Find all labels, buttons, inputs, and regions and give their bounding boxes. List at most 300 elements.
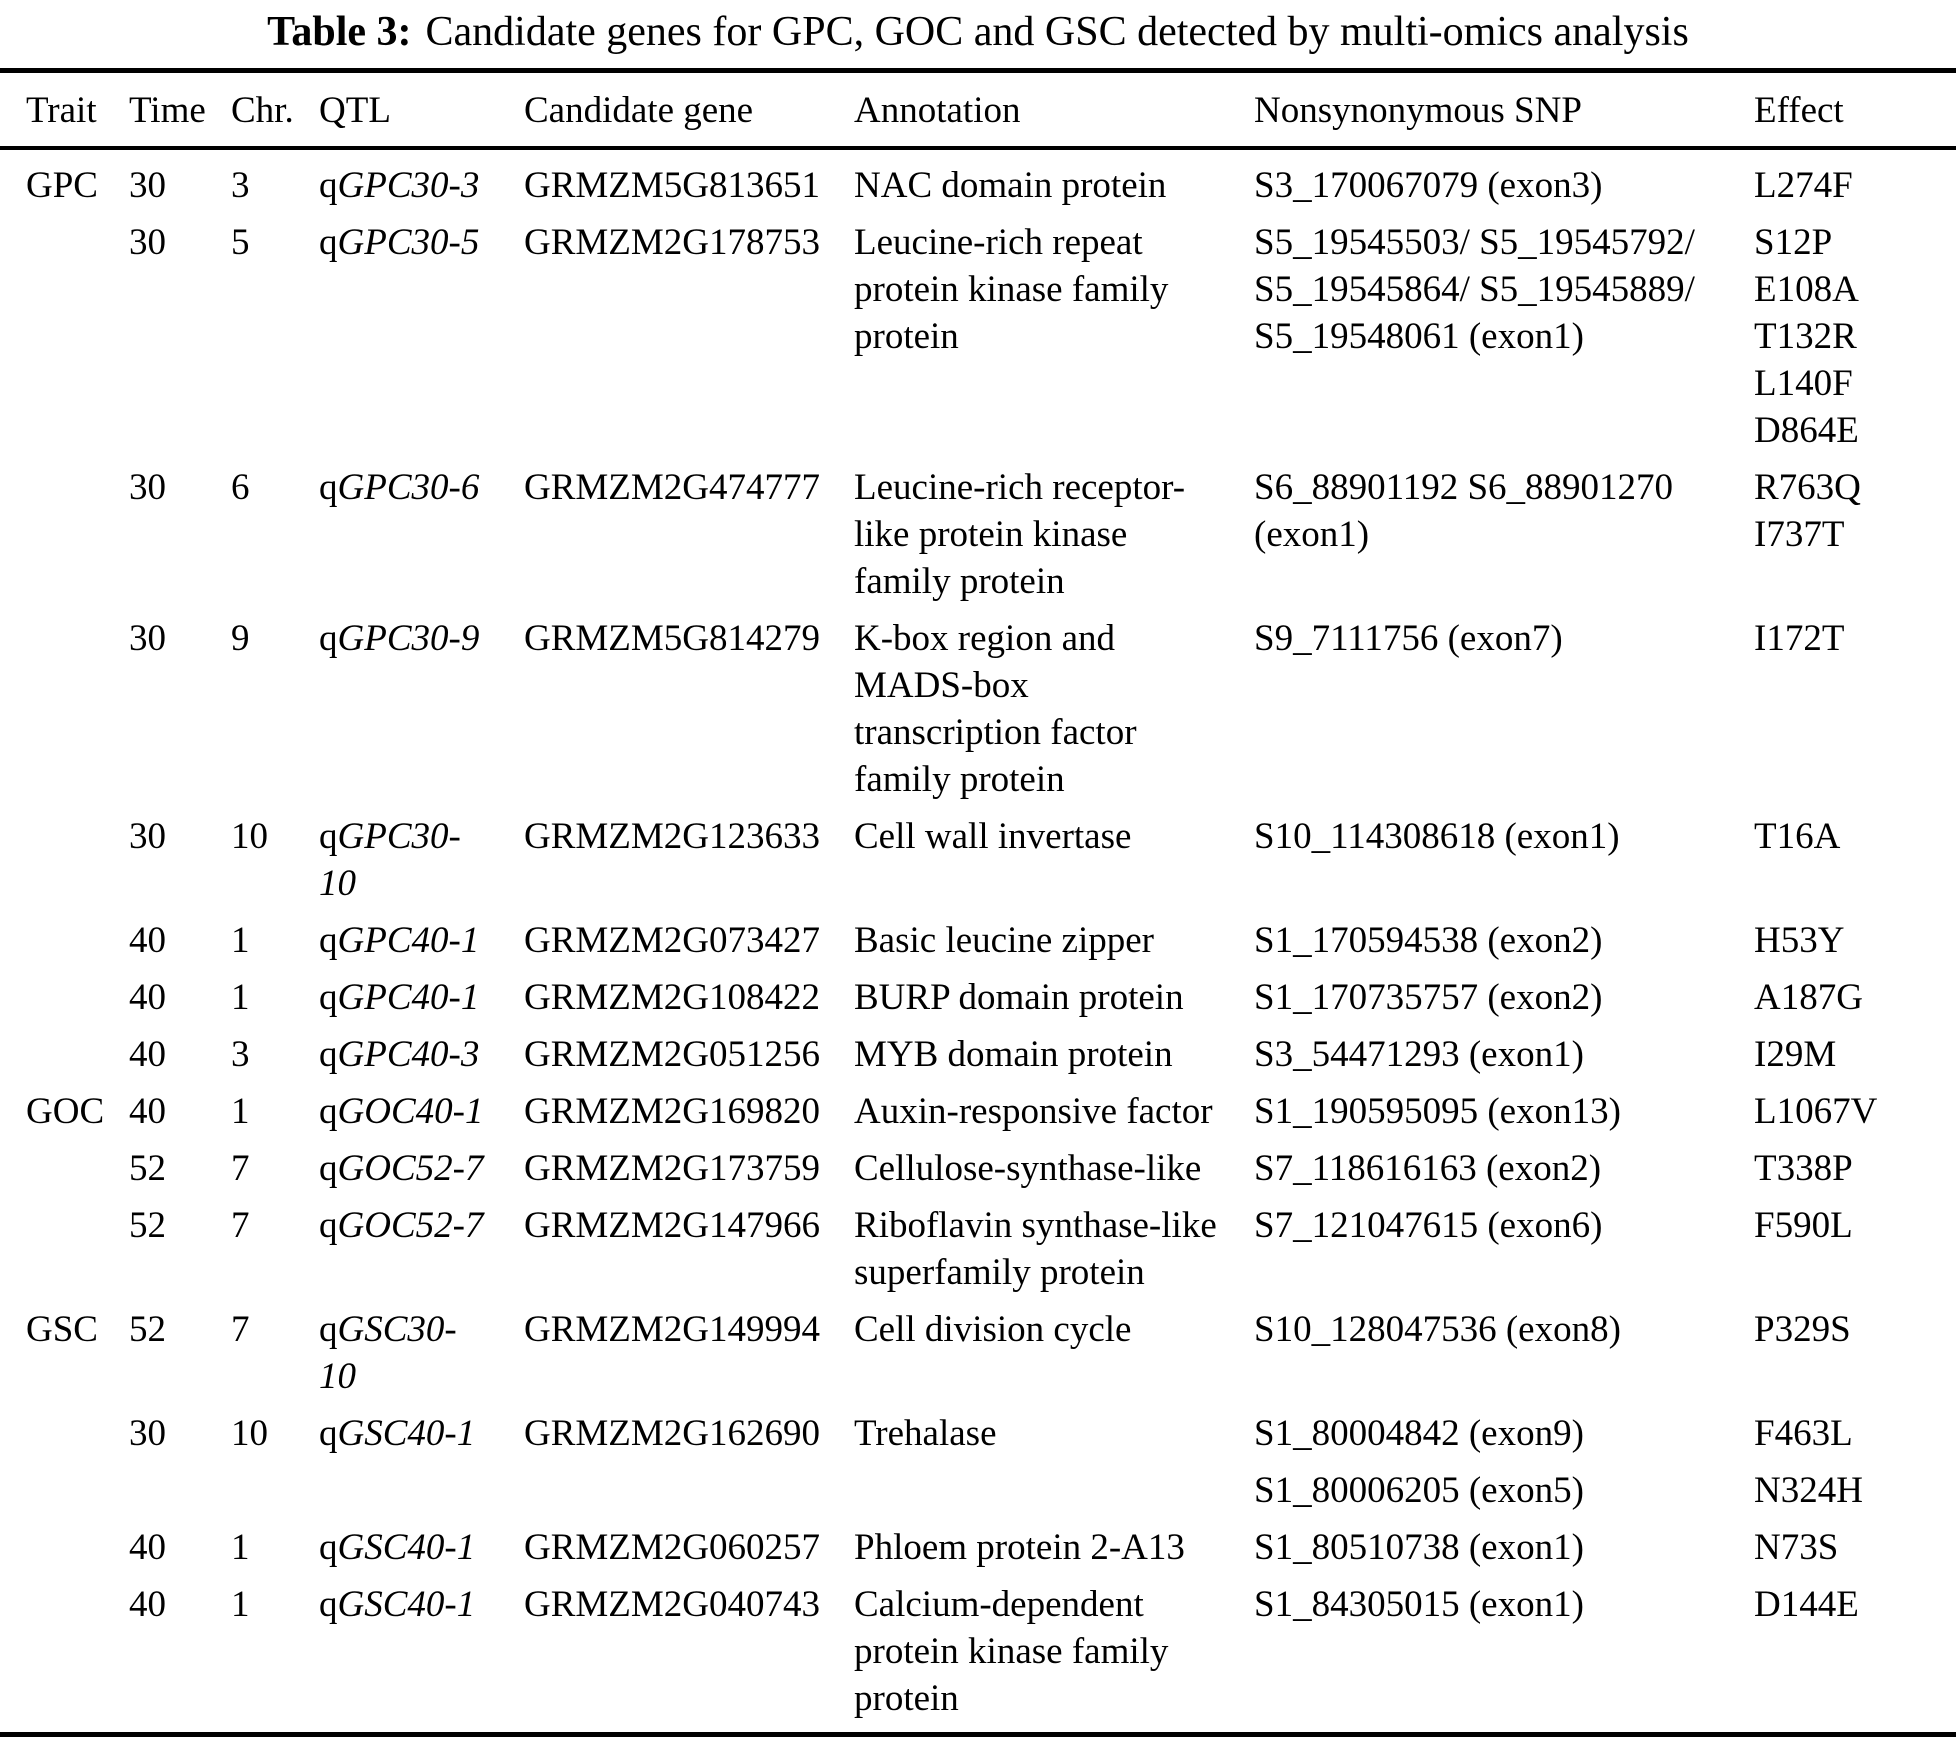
- gene-value: GRMZM5G813651: [524, 165, 821, 206]
- qtl-line: [319, 1581, 524, 1628]
- table-row: [0, 974, 1956, 1021]
- cell-time: [129, 219, 231, 266]
- cell-gene: [524, 1410, 854, 1457]
- qtl-prefix: q: [319, 1584, 338, 1625]
- qtl-name: 10: [319, 1356, 356, 1397]
- gene-value: GRMZM2G147966: [524, 1205, 821, 1246]
- cell-effect: [1754, 1306, 1956, 1353]
- cell-annotation: [854, 1306, 1254, 1353]
- cell-qtl: [319, 813, 524, 907]
- chr-value: 3: [231, 1034, 250, 1075]
- cell-gene: [524, 974, 854, 1021]
- qtl-name: GOC52-7: [337, 1148, 484, 1189]
- effect-line: D144E: [1754, 1584, 1859, 1625]
- gene-value: GRMZM2G040743: [524, 1584, 821, 1625]
- cell-gene: [524, 464, 854, 511]
- chr-value: 6: [231, 467, 250, 508]
- effect-line: H53Y: [1754, 920, 1845, 961]
- column-header-label: Nonsynonymous SNP: [1254, 90, 1582, 131]
- annotation-line: Cell wall invertase: [854, 816, 1132, 857]
- cell-gene: [524, 1306, 854, 1353]
- cell-snp: [1254, 464, 1754, 558]
- annotation-line: NAC domain protein: [854, 165, 1167, 206]
- cell-time: [129, 1581, 231, 1628]
- cell-snp: [1254, 1581, 1754, 1628]
- effect-line: P329S: [1754, 1309, 1851, 1350]
- annotation-line: protein kinase family: [854, 269, 1169, 310]
- table-row: [0, 162, 1956, 209]
- cell-trait: [26, 1581, 129, 1628]
- qtl-name: GPC30-: [337, 816, 461, 857]
- annotation-line: Phloem protein 2-A13: [854, 1527, 1185, 1568]
- effect-line: F590L: [1754, 1205, 1853, 1246]
- cell-annotation: [854, 813, 1254, 860]
- snp-line: S1_80006205 (exon5): [1254, 1470, 1584, 1511]
- cell-annotation: [854, 162, 1254, 209]
- cell-effect: [1754, 1031, 1956, 1078]
- snp-line: S10_128047536 (exon8): [1254, 1309, 1621, 1350]
- cell-gene: [524, 615, 854, 662]
- gene-value: GRMZM2G073427: [524, 920, 821, 961]
- column-header-label: Effect: [1754, 90, 1844, 131]
- table-row: [0, 464, 1956, 605]
- trait-value: [26, 1410, 129, 1457]
- snp-line: S1_170735757 (exon2): [1254, 977, 1603, 1018]
- cell-gene: [524, 1031, 854, 1078]
- cell-effect: [1754, 464, 1956, 558]
- chr-value: 5: [231, 222, 250, 263]
- annotation-line: BURP domain protein: [854, 977, 1184, 1018]
- gene-value: GRMZM2G123633: [524, 816, 821, 857]
- snp-line: S1_80004842 (exon9): [1254, 1413, 1584, 1454]
- trait-value: GPC: [26, 165, 98, 206]
- trait-value: [26, 1467, 129, 1514]
- cell-snp: [1254, 1088, 1754, 1135]
- column-header-label: Trait: [26, 90, 97, 131]
- cell-annotation: [854, 1145, 1254, 1192]
- column-header-effect: [1754, 87, 1956, 134]
- cell-annotation: [854, 464, 1254, 605]
- annotation-line: Basic leucine zipper: [854, 920, 1154, 961]
- cell-qtl: [319, 464, 524, 511]
- table-body: [0, 150, 1956, 1722]
- qtl-prefix: q: [319, 816, 338, 857]
- cell-effect: [1754, 974, 1956, 1021]
- qtl-line: [319, 1410, 524, 1457]
- effect-line: I29M: [1754, 1034, 1837, 1075]
- column-header-label: Candidate gene: [524, 90, 754, 131]
- effect-line: F463L: [1754, 1413, 1853, 1454]
- qtl-line: [319, 162, 524, 209]
- qtl-line: [319, 1145, 524, 1192]
- column-header-chr: [231, 87, 319, 134]
- trait-value: [26, 219, 129, 266]
- time-value: [129, 1467, 231, 1514]
- trait-value: [26, 1202, 129, 1249]
- snp-line: S1_190595095 (exon13): [1254, 1091, 1621, 1132]
- cell-chr: [231, 162, 319, 209]
- cell-annotation: [854, 917, 1254, 964]
- snp-line: S5_19545503/ S5_19545792/: [1254, 222, 1695, 263]
- chr-value: 10: [231, 1413, 268, 1454]
- cell-snp: [1254, 1145, 1754, 1192]
- time-value: 52: [129, 1205, 166, 1246]
- table-row: [0, 615, 1956, 803]
- qtl-line: [319, 813, 524, 860]
- table-row: [0, 219, 1956, 454]
- cell-trait: [26, 615, 129, 662]
- cell-effect: [1754, 162, 1956, 209]
- cell-chr: [231, 219, 319, 266]
- time-value: 40: [129, 1584, 166, 1625]
- cell-chr: [231, 1581, 319, 1628]
- snp-line: S3_170067079 (exon3): [1254, 165, 1603, 206]
- cell-gene: [524, 1581, 854, 1628]
- table-row: [0, 1524, 1956, 1571]
- gene-value: GRMZM2G474777: [524, 467, 821, 508]
- annotation-line: like protein kinase: [854, 514, 1128, 555]
- cell-qtl: [319, 1088, 524, 1135]
- trait-value: [26, 615, 129, 662]
- table-title: [0, 0, 1956, 60]
- effect-line: D864E: [1754, 410, 1859, 451]
- snp-line: S7_118616163 (exon2): [1254, 1148, 1602, 1189]
- chr-value: 3: [231, 165, 250, 206]
- annotation-line: MADS-box: [854, 665, 1029, 706]
- cell-qtl: [319, 917, 524, 964]
- effect-line: E108A: [1754, 269, 1859, 310]
- chr-value: 1: [231, 977, 250, 1018]
- annotation-line: protein kinase family: [854, 1631, 1169, 1672]
- qtl-prefix: q: [319, 1091, 338, 1132]
- chr-value: 9: [231, 618, 250, 659]
- effect-line: I737T: [1754, 514, 1845, 555]
- qtl-name: GPC30-9: [337, 618, 480, 659]
- time-value: 40: [129, 977, 166, 1018]
- cell-time: [129, 1410, 231, 1457]
- column-header-gene: [524, 87, 854, 134]
- cell-qtl: [319, 219, 524, 266]
- cell-trait: [26, 1410, 129, 1457]
- trait-value: GOC: [26, 1091, 105, 1132]
- time-value: 40: [129, 1091, 166, 1132]
- cell-gene: [524, 813, 854, 860]
- table-header-row: [0, 73, 1956, 146]
- qtl-line: [319, 1088, 524, 1135]
- qtl-line: [319, 1524, 524, 1571]
- cell-trait: [26, 1031, 129, 1078]
- cell-gene: [524, 1145, 854, 1192]
- cell-chr: [231, 1524, 319, 1571]
- cell-chr: [231, 1306, 319, 1353]
- qtl-name: GPC30-5: [337, 222, 480, 263]
- cell-trait: [26, 1306, 129, 1353]
- qtl-prefix: q: [319, 1309, 338, 1350]
- cell-annotation: [854, 219, 1254, 360]
- effect-line: L140F: [1754, 363, 1853, 404]
- cell-trait: [26, 1145, 129, 1192]
- chr-value: 1: [231, 1527, 250, 1568]
- cell-snp: [1254, 219, 1754, 360]
- gene-value: GRMZM2G169820: [524, 1091, 821, 1132]
- cell-effect: [1754, 813, 1956, 860]
- snp-line: S1_170594538 (exon2): [1254, 920, 1603, 961]
- qtl-name: GSC40-1: [337, 1413, 476, 1454]
- qtl-line: [319, 860, 524, 907]
- time-value: 30: [129, 1413, 166, 1454]
- annotation-line: Auxin-responsive factor: [854, 1091, 1213, 1132]
- cell-effect: [1754, 615, 1956, 662]
- trait-value: [26, 917, 129, 964]
- cell-chr: [231, 615, 319, 662]
- annotation-line: Trehalase: [854, 1413, 997, 1454]
- snp-line: S9_7111756 (exon7): [1254, 618, 1563, 659]
- cell-qtl: [319, 1145, 524, 1192]
- chr-value: 7: [231, 1148, 250, 1189]
- qtl-line: [319, 615, 524, 662]
- cell-qtl: [319, 1031, 524, 1078]
- cell-annotation: [854, 1581, 1254, 1722]
- column-header-annotation: [854, 87, 1254, 134]
- qtl-prefix: q: [319, 467, 338, 508]
- cell-gene: [524, 1467, 854, 1514]
- table-title-label: Table 3:: [267, 9, 412, 55]
- cell-snp: [1254, 615, 1754, 662]
- cell-chr: [231, 1410, 319, 1457]
- cell-effect: [1754, 1202, 1956, 1249]
- qtl-name: 10: [319, 863, 356, 904]
- cell-effect: [1754, 1524, 1956, 1571]
- cell-time: [129, 974, 231, 1021]
- gene-value: GRMZM5G814279: [524, 618, 821, 659]
- time-value: 52: [129, 1148, 166, 1189]
- qtl-name: GPC40-3: [337, 1034, 480, 1075]
- cell-annotation: [854, 1088, 1254, 1135]
- cell-trait: [26, 1524, 129, 1571]
- cell-chr: [231, 1031, 319, 1078]
- snp-line: S1_84305015 (exon1): [1254, 1584, 1584, 1625]
- annotation-line: protein: [854, 1678, 959, 1719]
- cell-qtl: [319, 162, 524, 209]
- cell-time: [129, 464, 231, 511]
- effect-line: N73S: [1754, 1527, 1839, 1568]
- column-header-label: Annotation: [854, 90, 1021, 131]
- table-row: [0, 1031, 1956, 1078]
- qtl-name: GSC40-1: [337, 1527, 476, 1568]
- qtl-prefix: q: [319, 1148, 338, 1189]
- time-value: 30: [129, 467, 166, 508]
- chr-value: [231, 1467, 319, 1514]
- qtl-name: GPC40-1: [337, 977, 480, 1018]
- annotation-line: family protein: [854, 759, 1065, 800]
- cell-time: [129, 917, 231, 964]
- cell-time: [129, 1202, 231, 1249]
- effect-line: I172T: [1754, 618, 1845, 659]
- cell-effect: [1754, 1145, 1956, 1192]
- column-header-label: QTL: [319, 90, 391, 131]
- qtl-name: GOC52-7: [337, 1205, 484, 1246]
- cell-time: [129, 1088, 231, 1135]
- chr-value: 1: [231, 1584, 250, 1625]
- cell-trait: [26, 813, 129, 860]
- qtl-prefix: q: [319, 165, 338, 206]
- time-value: 52: [129, 1309, 166, 1350]
- qtl-line: [319, 917, 524, 964]
- cell-trait: [26, 1467, 129, 1514]
- time-value: 30: [129, 222, 166, 263]
- effect-line: N324H: [1754, 1470, 1863, 1511]
- cell-qtl: [319, 1581, 524, 1628]
- effect-line: S12P: [1754, 222, 1833, 263]
- chr-value: 1: [231, 920, 250, 961]
- cell-chr: [231, 974, 319, 1021]
- table-row: [0, 1088, 1956, 1135]
- cell-trait: [26, 1202, 129, 1249]
- column-header-time: [129, 87, 231, 134]
- table-row: [0, 917, 1956, 964]
- qtl-prefix: q: [319, 1413, 338, 1454]
- qtl-name: GPC30-3: [337, 165, 480, 206]
- annotation-line: K-box region and: [854, 618, 1115, 659]
- cell-snp: [1254, 1467, 1754, 1514]
- cell-effect: [1754, 1088, 1956, 1135]
- qtl-name: GSC40-1: [337, 1584, 476, 1625]
- cell-gene: [524, 219, 854, 266]
- trait-value: [26, 1581, 129, 1628]
- cell-snp: [1254, 1306, 1754, 1353]
- chr-value: 7: [231, 1205, 250, 1246]
- qtl-line: [319, 1202, 524, 1249]
- cell-gene: [524, 1524, 854, 1571]
- cell-snp: [1254, 1524, 1754, 1571]
- chr-value: 10: [231, 816, 268, 857]
- snp-line: S10_114308618 (exon1): [1254, 816, 1620, 857]
- cell-trait: [26, 219, 129, 266]
- cell-gene: [524, 1088, 854, 1135]
- cell-snp: [1254, 813, 1754, 860]
- cell-trait: [26, 1088, 129, 1135]
- cell-qtl: [319, 974, 524, 1021]
- annotation-line: Leucine-rich receptor-: [854, 467, 1186, 508]
- qtl-line: [319, 1353, 524, 1400]
- cell-chr: [231, 1467, 319, 1514]
- cell-gene: [524, 1202, 854, 1249]
- cell-time: [129, 1524, 231, 1571]
- trait-value: [26, 1524, 129, 1571]
- cell-trait: [26, 162, 129, 209]
- cell-effect: [1754, 1410, 1956, 1457]
- qtl-prefix: q: [319, 1527, 338, 1568]
- effect-line: L274F: [1754, 165, 1853, 206]
- cell-effect: [1754, 219, 1956, 454]
- snp-line: S6_88901192 S6_88901270: [1254, 467, 1674, 508]
- annotation-line: Cell division cycle: [854, 1309, 1132, 1350]
- time-value: 40: [129, 1034, 166, 1075]
- qtl-name: GOC40-1: [337, 1091, 484, 1132]
- qtl-prefix: q: [319, 920, 338, 961]
- cell-time: [129, 1306, 231, 1353]
- gene-value: GRMZM2G173759: [524, 1148, 821, 1189]
- cell-annotation: [854, 1410, 1254, 1457]
- effect-line: R763Q: [1754, 467, 1861, 508]
- column-header-qtl: [319, 87, 524, 134]
- table-row: [0, 1145, 1956, 1192]
- cell-time: [129, 615, 231, 662]
- annotation-line: MYB domain protein: [854, 1034, 1173, 1075]
- qtl-name: GPC40-1: [337, 920, 480, 961]
- column-header-snp: [1254, 87, 1754, 134]
- qtl-line: [319, 1306, 524, 1353]
- cell-chr: [231, 917, 319, 964]
- snp-line: S7_121047615 (exon6): [1254, 1205, 1603, 1246]
- annotation-line: superfamily protein: [854, 1252, 1145, 1293]
- cell-time: [129, 813, 231, 860]
- chr-value: 7: [231, 1309, 250, 1350]
- time-value: 30: [129, 618, 166, 659]
- time-value: 40: [129, 920, 166, 961]
- annotation-line: Riboflavin synthase-like: [854, 1205, 1217, 1246]
- annotation-line: transcription factor: [854, 712, 1137, 753]
- cell-snp: [1254, 162, 1754, 209]
- trait-value: [26, 1145, 129, 1192]
- annotation-line: family protein: [854, 561, 1065, 602]
- snp-line: (exon1): [1254, 514, 1370, 555]
- effect-line: T338P: [1754, 1148, 1853, 1189]
- effect-line: A187G: [1754, 977, 1863, 1018]
- qtl-line: [319, 1031, 524, 1078]
- cell-chr: [231, 813, 319, 860]
- cell-annotation: [854, 1202, 1254, 1296]
- cell-effect: [1754, 917, 1956, 964]
- column-header-trait: [26, 87, 129, 134]
- cell-chr: [231, 1145, 319, 1192]
- qtl-prefix: q: [319, 222, 338, 263]
- qtl-line: [319, 464, 524, 511]
- cell-time: [129, 162, 231, 209]
- cell-annotation: [854, 1524, 1254, 1571]
- gene-value: GRMZM2G178753: [524, 222, 821, 263]
- snp-line: S1_80510738 (exon1): [1254, 1527, 1584, 1568]
- qtl-line: [319, 974, 524, 1021]
- cell-trait: [26, 464, 129, 511]
- annotation-line: protein: [854, 316, 959, 357]
- cell-snp: [1254, 1202, 1754, 1249]
- cell-qtl: [319, 1410, 524, 1457]
- annotation-line: Cellulose-synthase-like: [854, 1148, 1202, 1189]
- column-header-label: Time: [129, 90, 206, 131]
- cell-annotation: [854, 615, 1254, 803]
- bottom-rule: [0, 1732, 1956, 1737]
- qtl-prefix: q: [319, 618, 338, 659]
- cell-effect: [1754, 1467, 1956, 1514]
- table-row: [0, 1202, 1956, 1296]
- qtl-prefix: q: [319, 977, 338, 1018]
- cell-trait: [26, 917, 129, 964]
- cell-annotation: [854, 974, 1254, 1021]
- trait-value: [26, 464, 129, 511]
- trait-value: GSC: [26, 1309, 98, 1350]
- cell-effect: [1754, 1581, 1956, 1628]
- time-value: 40: [129, 1527, 166, 1568]
- cell-gene: [524, 917, 854, 964]
- gene-value: GRMZM2G162690: [524, 1413, 821, 1454]
- cell-trait: [26, 974, 129, 1021]
- cell-snp: [1254, 1410, 1754, 1457]
- snp-line: S5_19545864/ S5_19545889/: [1254, 269, 1695, 310]
- time-value: 30: [129, 816, 166, 857]
- cell-qtl: [319, 1524, 524, 1571]
- cell-qtl: [319, 1306, 524, 1400]
